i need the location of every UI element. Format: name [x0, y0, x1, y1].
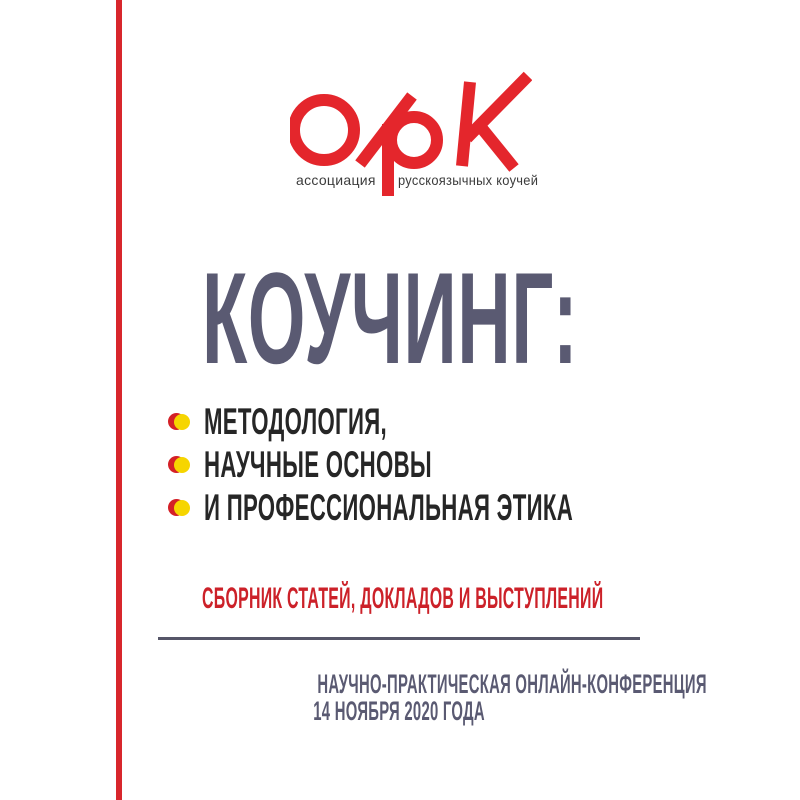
collection-subtitle: СБОРНИК СТАТЕЙ, ДОКЛАДОВ И ВЫСТУПЛЕНИЙ: [202, 582, 604, 615]
logo-letter-k: [462, 76, 528, 168]
logo-letter-r-stem: [382, 124, 394, 196]
page-title: КОУЧИНГ:: [202, 245, 579, 391]
logo-letter-r-bowl: [391, 117, 437, 163]
list-item-label: И ПРОФЕССИОНАЛЬНАЯ ЭТИКА: [204, 486, 574, 528]
logo-tagline-right: русскоязычных коучей: [398, 172, 539, 188]
conference-date-text: 14 НОЯБРЯ 2020 ГОДА: [313, 696, 485, 726]
bullet-dot-icon: [168, 413, 191, 430]
conference-name: [158, 669, 707, 699]
topic-list: [168, 400, 800, 529]
list-item-label: НАУЧНЫЕ ОСНОВЫ: [204, 443, 432, 485]
list-item: [168, 400, 800, 443]
conference-info: [158, 669, 707, 726]
bullet-dot-yellow: [174, 457, 190, 473]
bullet-dot-icon: [168, 499, 191, 516]
conference-name-text: НАУЧНО-ПРАКТИЧЕСКАЯ ОНЛАЙН-КОНФЕРЕНЦИЯ: [317, 669, 707, 699]
bullet-dot-yellow: [174, 414, 190, 430]
divider-line: [158, 637, 640, 640]
conference-date: [158, 698, 640, 725]
left-accent-bar: [116, 0, 122, 800]
list-item: [168, 486, 800, 529]
bullet-dot-icon: [168, 456, 191, 473]
logo-tagline-left: ассоциация: [296, 172, 376, 188]
bullet-dot-yellow: [174, 500, 190, 516]
logo-letter-a: [294, 100, 354, 160]
list-item: [168, 443, 800, 486]
list-item-label: МЕТОДОЛОГИЯ,: [204, 400, 387, 442]
ark-logo: [290, 66, 539, 201]
